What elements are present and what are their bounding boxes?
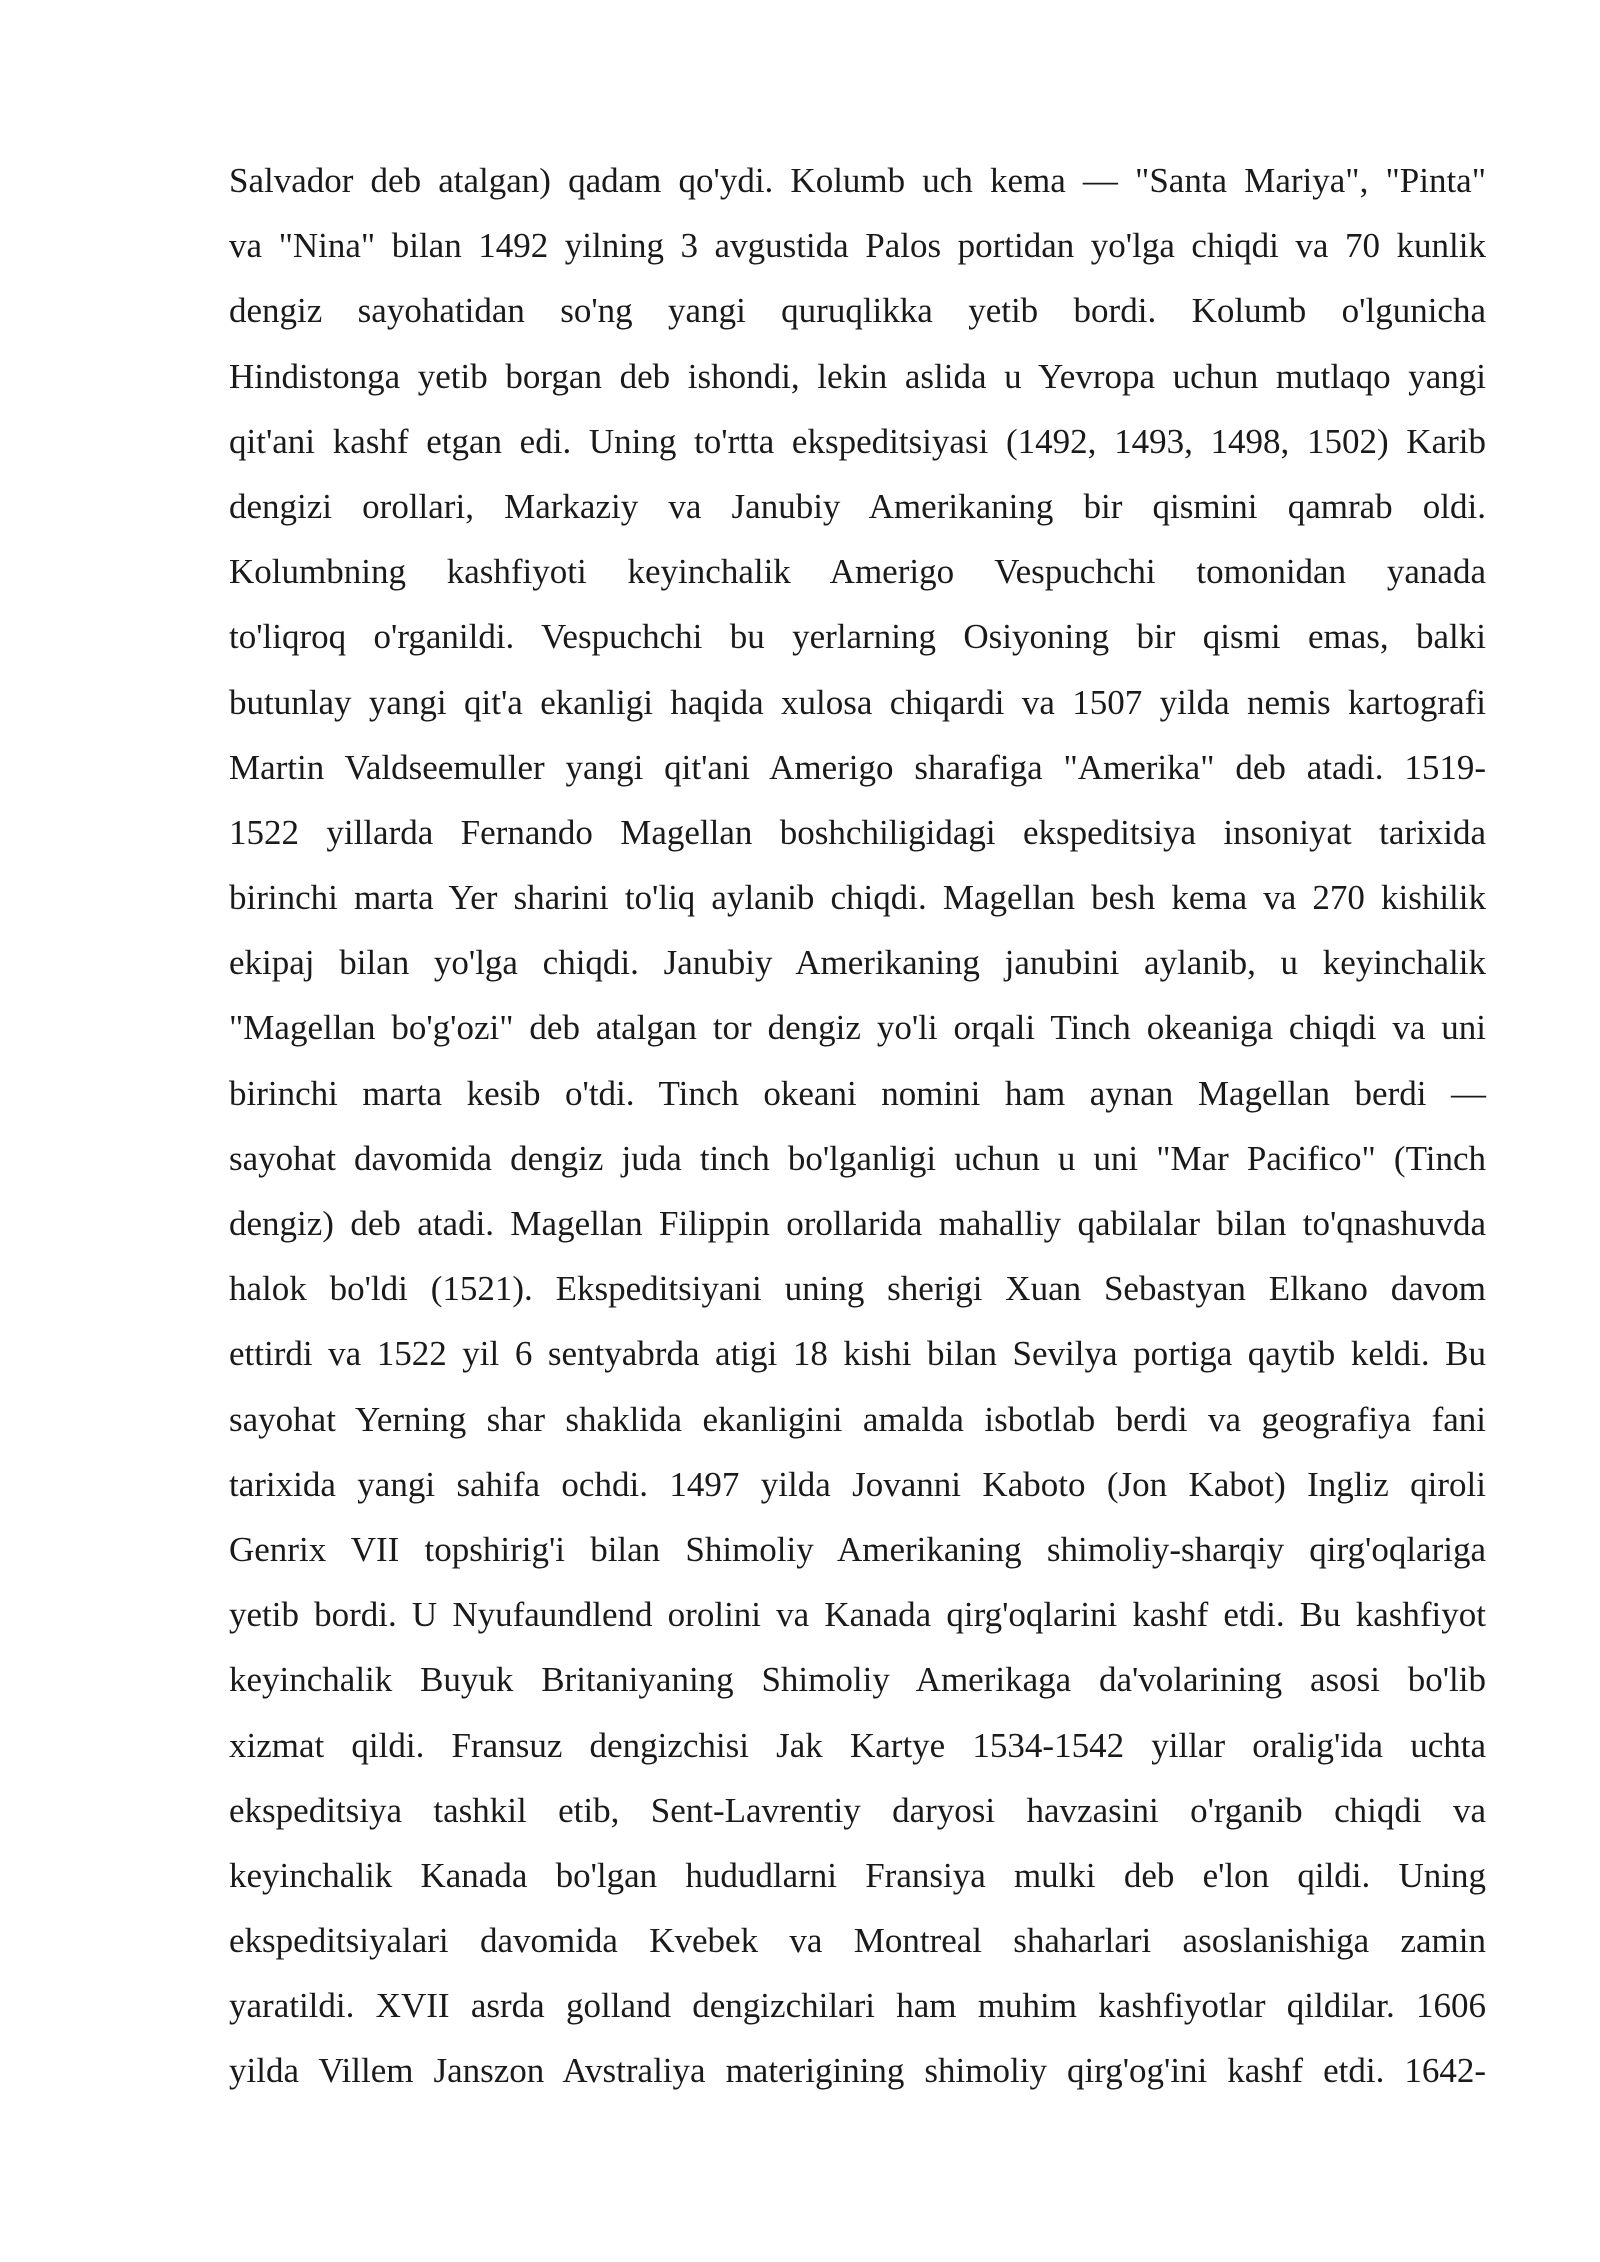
text-line: birinchi marta kesib o'tdi. Tinch okeani nomini ham aynan Magellan berdi —	[229, 1073, 1486, 1113]
text-line: tarixida yangi sahifa ochdi. 1497 yilda Jovanni Kaboto (Jon Kabot) Ingliz qiroli	[229, 1464, 1486, 1504]
text-line: ekspeditsiya tashkil etib, Sent-Lavrentiy daryosi havzasini o'rganib chiqdi va	[229, 1790, 1486, 1830]
text-line: yetib bordi. U Nyufaundlend orolini va Kanada qirg'oqlarini kashf etdi. Bu kashfiyot	[229, 1595, 1486, 1635]
text-line: Genrix VII topshirig'i bilan Shimoliy Amerikaning shimoliy-sharqiy qirg'oqlariga	[229, 1529, 1486, 1569]
text-line: dengizi orollari, Markaziy va Janubiy Amerikaning bir qismini qamrab oldi.	[229, 486, 1486, 526]
text-line: xizmat qildi. Fransuz dengizchisi Jak Kartye 1534-1542 yillar oralig'ida uchta	[229, 1725, 1486, 1765]
text-line: ekipaj bilan yo'lga chiqdi. Janubiy Amerikaning janubini aylanib, u keyinchalik	[229, 943, 1486, 983]
text-line: dengiz) deb atadi. Magellan Filippin orollarida mahalliy qabilalar bilan to'qnashuvda	[229, 1204, 1486, 1243]
text-line: Kolumbning kashfiyoti keyinchalik Amerigo Vespuchchi tomonidan yanada	[229, 552, 1486, 592]
text-line: Hindistonga yetib borgan deb ishondi, lekin aslida u Yevropa uchun mutlaqo yangi	[229, 356, 1486, 396]
text-line: va "Nina" bilan 1492 yilning 3 avgustida Palos portidan yo'lga chiqdi va 70 kunlik	[229, 226, 1486, 266]
text-line: 1522 yillarda Fernando Magellan boshchiligidagi ekspeditsiya insoniyat tarixida	[229, 812, 1486, 852]
text-line: Salvador deb atalgan) qadam qo'ydi. Kolumb uch kema — "Santa Mariya", "Pinta"	[229, 161, 1486, 200]
body-text	[229, 148, 1486, 2104]
text-line: keyinchalik Buyuk Britaniyaning Shimoliy Amerikaga da'volarining asosi bo'lib	[229, 1660, 1486, 1700]
text-line: ekspeditsiyalari davomida Kvebek va Montreal shaharlari asoslanishiga zamin	[229, 1921, 1486, 1961]
text-line: sayohat davomida dengiz juda tinch bo'lganligi uchun u uni "Mar Pacifico" (Tinch	[229, 1138, 1486, 1178]
text-line: "Magellan bo'g'ozi" deb atalgan tor dengiz yo'li orqali Tinch okeaniga chiqdi va uni	[229, 1008, 1486, 1048]
text-line: qit'ani kashf etgan edi. Uning to'rtta ekspeditsiyasi (1492, 1493, 1498, 1502) Karib	[229, 421, 1486, 461]
text-line: ettirdi va 1522 yil 6 sentyabrda atigi 18 kishi bilan Sevilya portiga qaytib keldi. Bu	[229, 1334, 1486, 1374]
text-line: Martin Valdseemuller yangi qit'ani Amerigo sharafiga "Amerika" deb atadi. 1519-	[229, 747, 1486, 787]
text-line: yilda Villem Janszon Avstraliya materigining shimoliy qirg'og'ini kashf etdi. 1642-	[229, 2051, 1486, 2091]
text-line: halok bo'ldi (1521). Ekspeditsiyani uning sherigi Xuan Sebastyan Elkano davom	[229, 1269, 1486, 1309]
text-line: sayohat Yerning shar shaklida ekanligini amalda isbotlab berdi va geografiya fani	[229, 1399, 1486, 1439]
text-line: dengiz sayohatidan so'ng yangi quruqlikka yetib bordi. Kolumb o'lgunicha	[229, 291, 1486, 331]
text-line: birinchi marta Yer sharini to'liq aylanib chiqdi. Magellan besh kema va 270 kishilik	[229, 878, 1486, 918]
text-line: to'liqroq o'rganildi. Vespuchchi bu yerlarning Osiyoning bir qismi emas, balki	[229, 617, 1486, 657]
text-line: keyinchalik Kanada bo'lgan hududlarni Fransiya mulki deb e'lon qildi. Uning	[229, 1855, 1486, 1895]
text-line: butunlay yangi qit'a ekanligi haqida xulosa chiqardi va 1507 yilda nemis kartografi	[229, 682, 1486, 722]
text-line: yaratildi. XVII asrda golland dengizchilari ham muhim kashfiyotlar qildilar. 1606	[229, 1986, 1486, 2026]
